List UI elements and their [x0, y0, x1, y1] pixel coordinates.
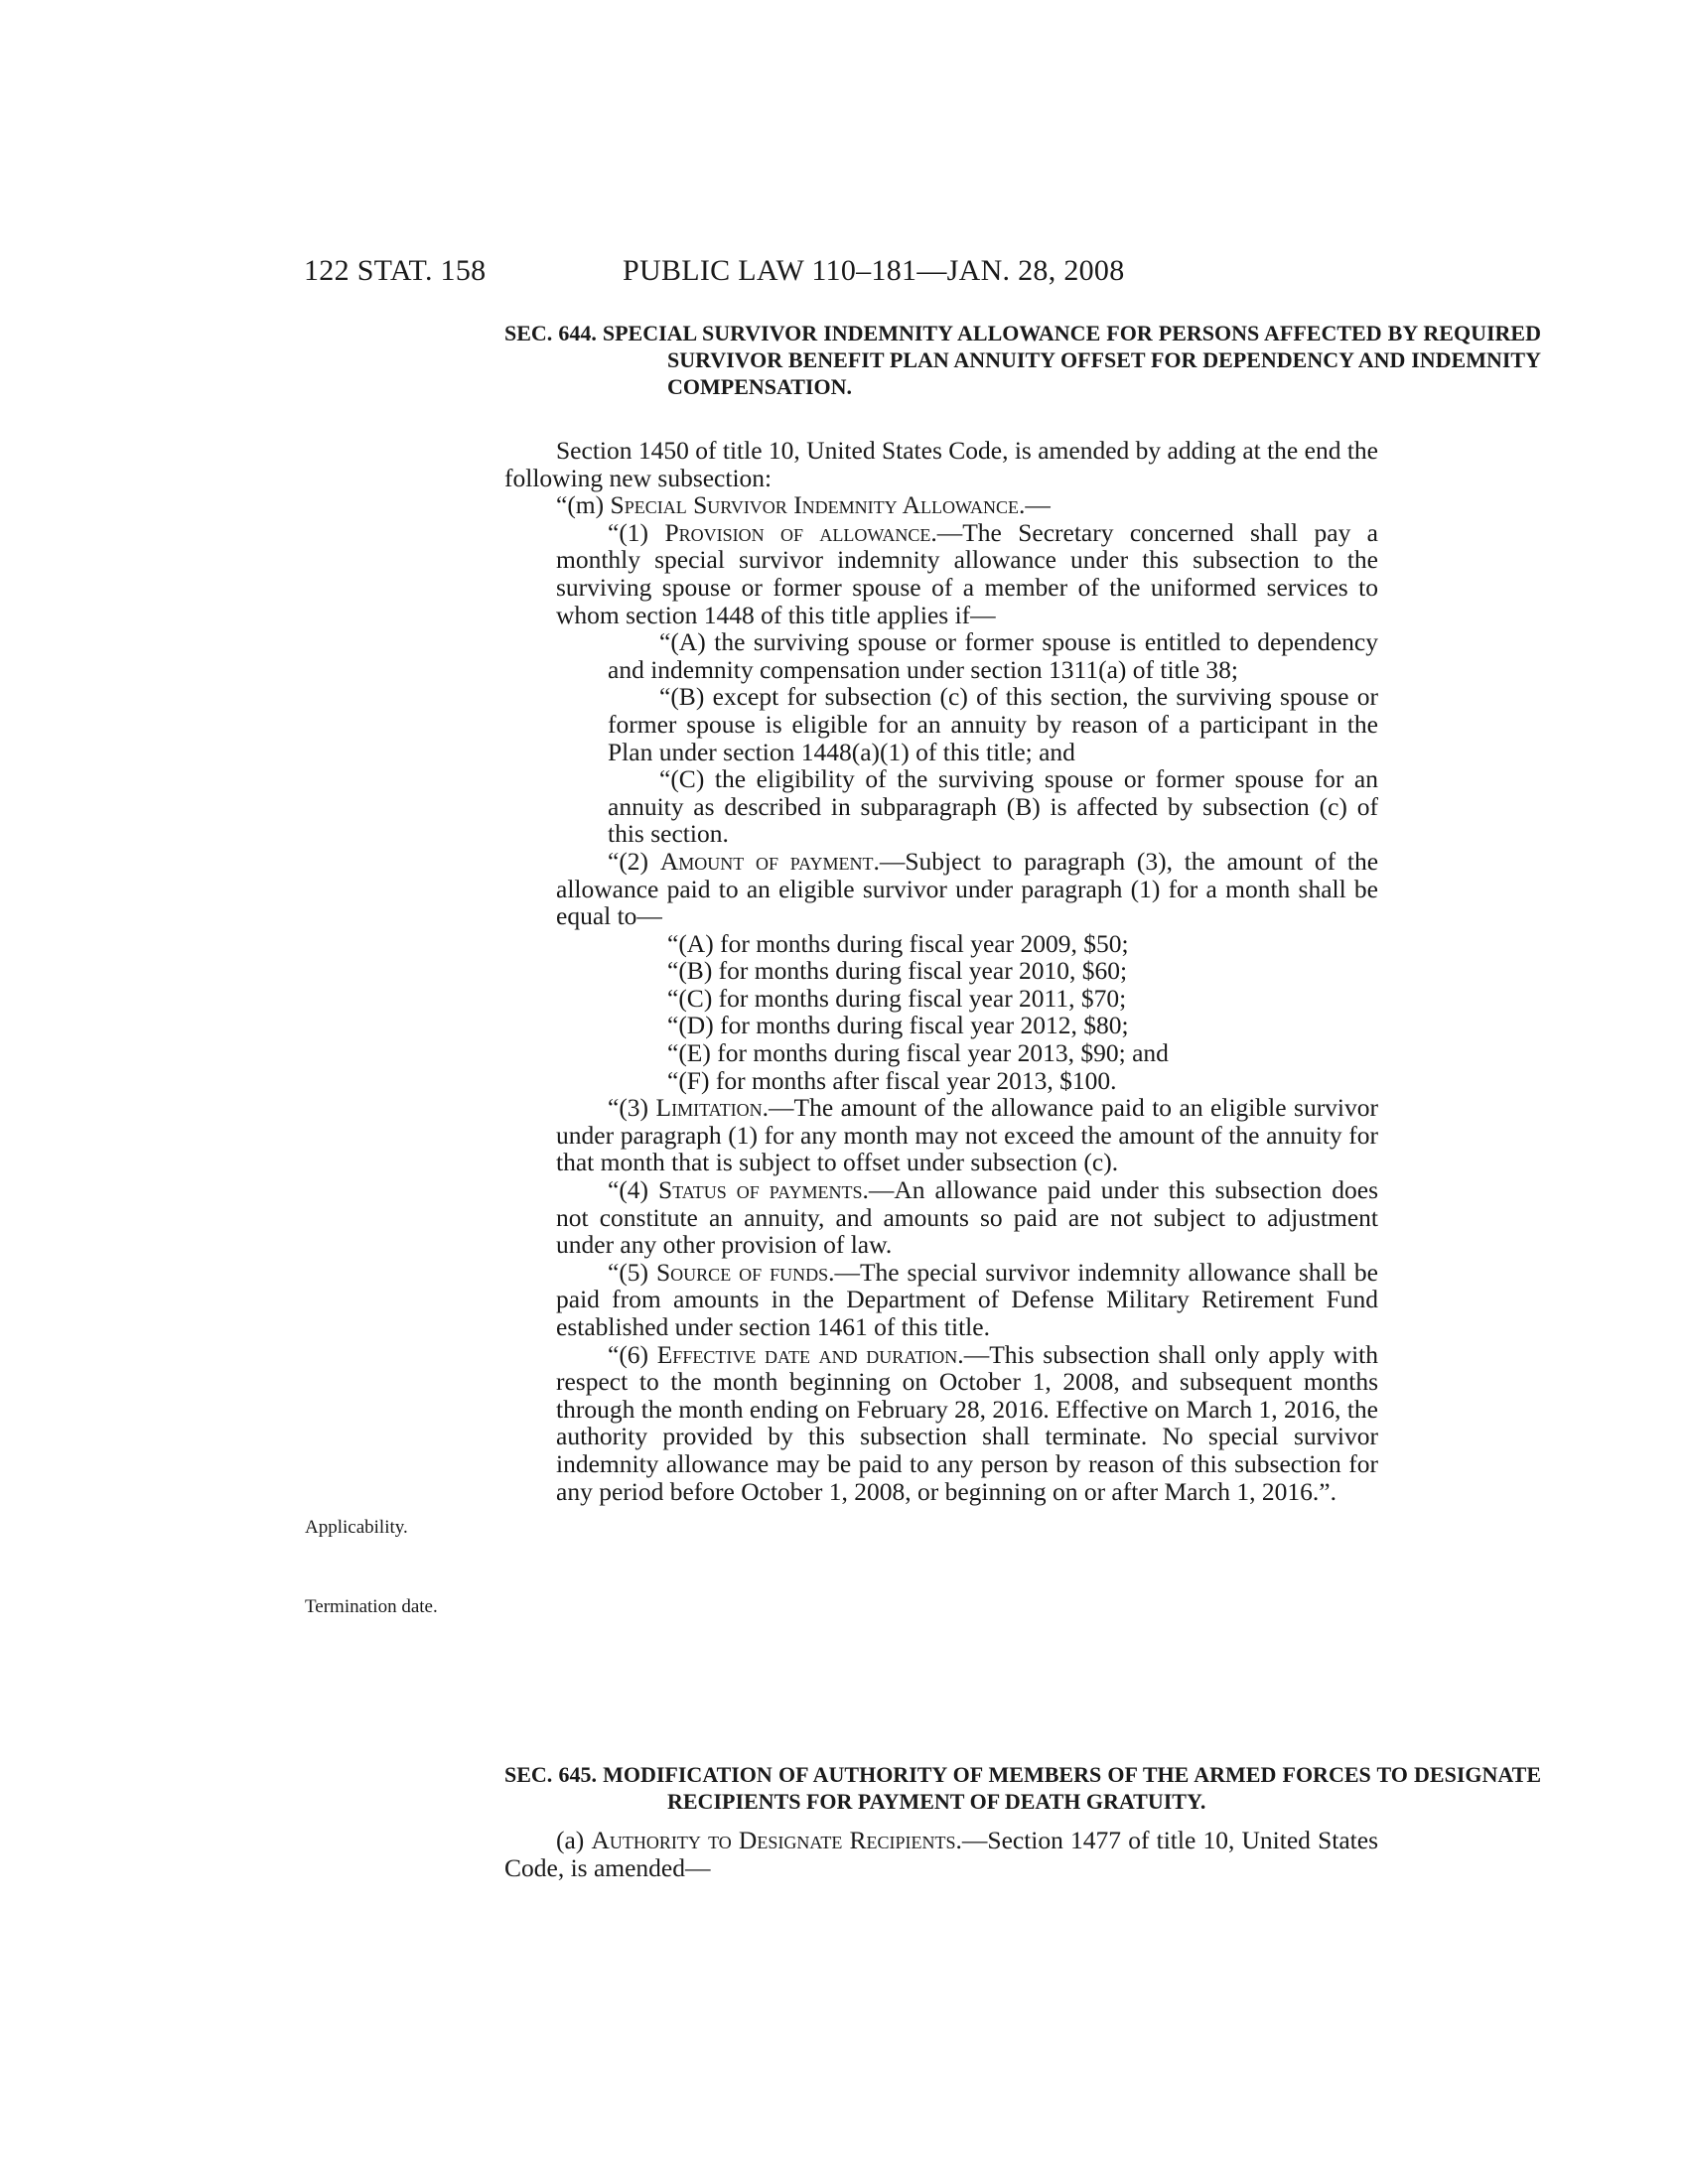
subsection-a-text: —Section 1477 of title 10, United States Code, is amended— — [504, 1826, 1379, 1882]
margin-note-applicability: Applicability. — [305, 1517, 408, 1538]
paragraph-6 — [504, 1341, 1378, 1506]
paragraph-3-heading: Limitation. — [655, 1093, 770, 1123]
paragraph-1-prefix: “(1) — [608, 517, 649, 547]
paragraph-1-text: —The Secretary concerned shall pay a monthly special survivor indemnity allowance under this subsection to the surviving spouse or former spouse of a member of the uniformed services to whom section 1448 of this title applies if— — [556, 517, 1379, 629]
paragraph-6-heading: Effective date and duration. — [656, 1339, 964, 1369]
paragraph-4-text: —An allowance paid under this subsection does not constitute an annuity, and amounts so paid are not subject to adjustment under any other provision of law. — [556, 1175, 1378, 1260]
paragraph-2-item: “(A) for months during fiscal year 2009, $50; — [667, 928, 1129, 958]
paragraph-2 — [504, 848, 1378, 930]
paragraph-5 — [504, 1259, 1378, 1341]
section-644-intro: Section 1450 of title 10, United States Code, is amended by adding at the end the following new subsection: — [504, 436, 1378, 492]
subsection-m-heading — [504, 491, 1378, 519]
paragraph-2-heading: Amount of payment. — [659, 846, 880, 876]
paragraph-1-C: “(C) the eligibility of the surviving spouse or former spouse for an annuity as described in subparagraph (B) is affected by subsection (c) of this section. — [608, 764, 1378, 849]
paragraph-1 — [504, 519, 1378, 628]
paragraph-6-text: —This subsection shall only apply with respect to the month beginning on October 1, 2008, and subsequent months through the month ending on February 28, 2016. Effective on March 1, 2016, the authority provided by this subsection shall terminate. No special survivor indemnity allowance may be paid to any person by reason of this subsection for any period before October 1, 2008, or beginning on or after March 1, 2016.”. — [556, 1339, 1378, 1506]
margin-note-termination: Termination date. — [305, 1596, 438, 1617]
paragraph-2-item: “(F) for months after fiscal year 2013, $100. — [667, 1065, 1117, 1095]
paragraph-4-heading: Status of payments. — [658, 1175, 869, 1205]
section-644-heading: SEC. 644. SPECIAL SURVIVOR INDEMNITY ALLOWANCE FOR PERSONS AFFECTED BY REQUIRED SURVIVOR BENEFIT PLAN ANNUITY OFFSET FOR DEPENDENCY AND INDEMNITY COMPENSATION. — [504, 321, 1541, 399]
paragraph-2-item: “(C) for months during fiscal year 2011, $70; — [667, 983, 1127, 1013]
paragraph-2-prefix: “(2) — [608, 846, 649, 876]
page-reference: 122 STAT. 158 — [304, 254, 487, 287]
paragraph-5-prefix: “(5) — [608, 1257, 649, 1287]
paragraph-4 — [504, 1176, 1378, 1259]
subsection-m-title: Special Survivor Indemnity Allowance.— — [610, 490, 1051, 520]
paragraph-1-A: “(A) the surviving spouse or former spouse is entitled to dependency and indemnity compensation under section 1311(a) of title 38; — [608, 627, 1378, 684]
section-645-heading: SEC. 645. MODIFICATION OF AUTHORITY OF MEMBERS OF THE ARMED FORCES TO DESIGNATE RECIPIENTS FOR PAYMENT OF DEATH GRATUITY. — [504, 1762, 1541, 1814]
paragraph-5-text: —The special survivor indemnity allowance shall be paid from amounts in the Department of Defense Military Retirement Fund established under section 1461 of this title. — [556, 1257, 1378, 1341]
subsection-m-prefix: “(m) — [556, 490, 605, 520]
running-header: PUBLIC LAW 110–181—JAN. 28, 2008 — [623, 254, 1125, 287]
paragraph-3 — [504, 1094, 1378, 1176]
paragraph-1-heading: Provision of allowance. — [664, 517, 937, 547]
paragraph-2-item: “(D) for months during fiscal year 2012, $80; — [667, 1011, 1129, 1040]
paragraph-3-prefix: “(3) — [608, 1093, 649, 1123]
paragraph-3-text: —The amount of the allowance paid to an eligible survivor under paragraph (1) for any month may not exceed the amount of the annuity for that month that is subject to offset under subsection (c). — [556, 1093, 1379, 1177]
paragraph-6-prefix: “(6) — [608, 1339, 649, 1369]
subsection-a-heading: Authority to Designate Recipients. — [591, 1826, 962, 1854]
paragraph-2-item: “(E) for months during fiscal year 2013, $90; and — [667, 1038, 1169, 1068]
paragraph-2-item: “(B) for months during fiscal year 2010, $60; — [667, 956, 1128, 986]
subsection-a — [504, 1827, 1378, 1881]
paragraph-5-heading: Source of funds. — [656, 1257, 835, 1287]
paragraph-1-B: “(B) except for subsection (c) of this section, the surviving spouse or former spouse is eligible for an annuity by reason of a participant in the Plan under section 1448(a)(1) of this title; and — [608, 682, 1378, 766]
section-645-body — [504, 1827, 1378, 1881]
section-644-body — [504, 437, 1378, 1505]
paragraph-4-prefix: “(4) — [608, 1175, 649, 1205]
paragraph-2-text: —Subject to paragraph (3), the amount of the allowance paid to an eligible survivor under paragraph (1) for a month shall be equal to— — [556, 846, 1379, 931]
subsection-a-prefix: (a) — [556, 1826, 585, 1854]
